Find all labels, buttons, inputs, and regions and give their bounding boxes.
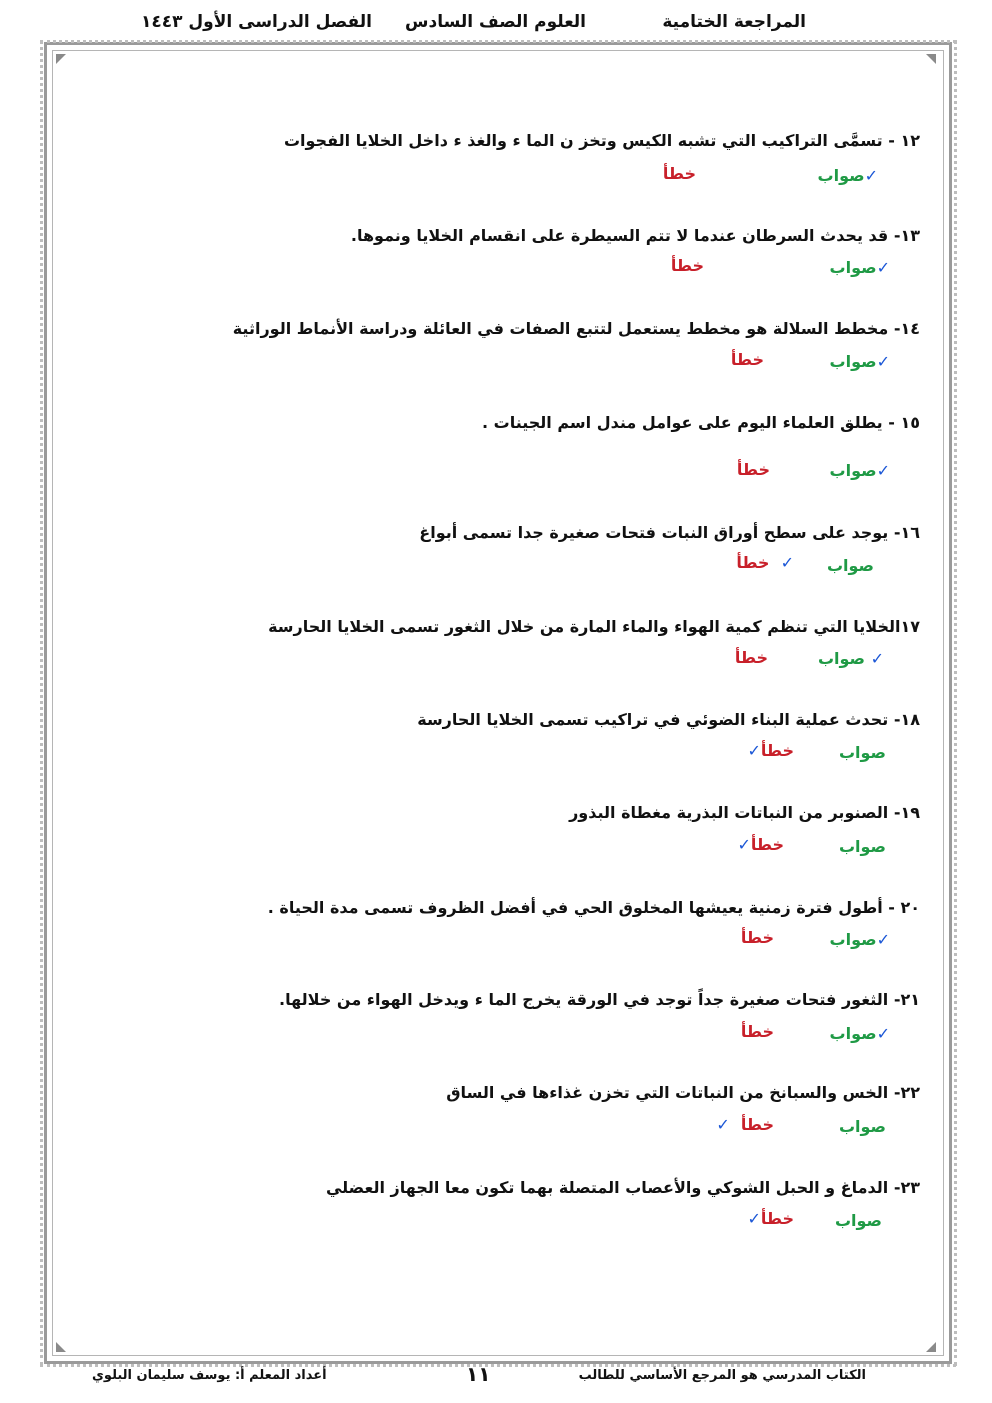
answer-correct-21[interactable] [830, 1024, 890, 1043]
answer-wrong-20[interactable]: خطأ [740, 928, 774, 947]
answer-correct-19[interactable]: صواب [838, 837, 886, 856]
border-dots-left [40, 40, 43, 1366]
correct-label: صواب [817, 649, 866, 668]
question-18: ١٨- تحدث عملية البناء الضوئي في تراكيب تسمى الخلايا الحارسة [417, 710, 920, 729]
correct-label: صواب [829, 461, 877, 480]
page-header [0, 10, 992, 40]
answer-wrong-14[interactable]: خطأ [730, 350, 764, 369]
answer-correct-13[interactable] [830, 258, 890, 277]
answer-correct-16[interactable]: صواب [826, 556, 874, 575]
check-icon: ✓ [780, 553, 794, 572]
check-icon: ✓ [737, 835, 751, 854]
answer-correct-22[interactable]: صواب [838, 1117, 886, 1136]
check-icon: ✓ [876, 1024, 890, 1043]
correct-label: صواب [829, 930, 877, 949]
corner-ornament-top-right [926, 54, 936, 64]
wrong-label: خطأ [740, 1115, 774, 1134]
corner-ornament-bottom-left [56, 1342, 66, 1352]
border-dots-bottom [40, 1364, 956, 1367]
answer-wrong-21[interactable]: خطأ [740, 1022, 774, 1041]
question-19: ١٩- الصنوبر من النباتات البذرية مغطاة البذور [569, 803, 920, 822]
header-review-title: المراجعة الختامية [662, 12, 806, 32]
question-12: ١٢ - تسمَّى التراكيب التي تشبه الكيس وتخز ن الما ء والغذ ء داخل الخلايا الفجوات [283, 131, 920, 150]
check-icon: ✓ [876, 930, 890, 949]
check-icon: ✓ [870, 649, 884, 668]
correct-label: صواب [817, 166, 865, 185]
question-23: ٢٣- الدماغ و الحبل الشوكي والأعصاب المتصلة بهما تكون معا الجهاز العضلي [325, 1178, 920, 1197]
answer-correct-18[interactable]: صواب [838, 743, 886, 762]
page-border-inner [52, 50, 944, 1356]
answer-correct-14[interactable] [830, 352, 890, 371]
answer-wrong-18[interactable] [747, 741, 794, 760]
answer-correct-15[interactable] [830, 461, 890, 480]
border-dots-right [954, 40, 957, 1366]
page-number: ١١ [466, 1362, 491, 1386]
question-20: ٢٠ - أطول فترة زمنية يعيشها المخلوق الحي في أفضل الظروف تسمى مدة الحياة . [267, 898, 920, 917]
answer-correct-17[interactable] [818, 649, 884, 668]
check-icon: ✓ [876, 352, 890, 371]
check-icon: ✓ [864, 166, 878, 185]
answer-wrong-22[interactable] [716, 1115, 774, 1134]
answer-wrong-23[interactable] [747, 1209, 794, 1228]
border-dots-top [40, 40, 956, 43]
wrong-label: خطأ [750, 835, 784, 854]
answer-correct-20[interactable] [830, 930, 890, 949]
corner-ornament-top-left [56, 54, 66, 64]
question-22: ٢٢- الخس والسبانخ من النباتات التي تخزن غذاءها في الساق [446, 1083, 920, 1102]
answer-wrong-17[interactable]: خطأ [734, 648, 768, 667]
answer-wrong-19[interactable] [737, 835, 784, 854]
question-15: ١٥ - يطلق العلماء اليوم على عوامل مندل اسم الجينات . [481, 413, 920, 432]
check-icon: ✓ [876, 461, 890, 480]
check-icon: ✓ [747, 741, 761, 760]
question-16: ١٦- يوجد على سطح أوراق النبات فتحات صغيرة جدا تسمى أبواغ [419, 523, 920, 542]
answer-wrong-13[interactable]: خطأ [670, 256, 704, 275]
wrong-label: خطأ [760, 1209, 794, 1228]
header-semester: الفصل الدراسى الأول ١٤٤٣ [140, 12, 372, 32]
answer-wrong-15[interactable]: خطأ [736, 460, 770, 479]
wrong-label: خطأ [736, 553, 770, 572]
check-icon: ✓ [876, 258, 890, 277]
wrong-label: خطأ [760, 741, 794, 760]
question-13: ١٣- قد يحدث السرطان عندما لا تتم السيطرة على انقسام الخلايا ونموها. [350, 226, 920, 245]
footer-teacher-credit: أعداد المعلم أ: يوسف سليمان البلوي [92, 1368, 327, 1383]
answer-wrong-16[interactable] [736, 553, 794, 572]
answer-wrong-12[interactable]: خطأ [662, 164, 696, 183]
question-17: ١٧الخلايا التي تنظم كمية الهواء والماء المارة من خلال الثغور تسمى الخلايا الحارسة [268, 617, 920, 636]
corner-ornament-bottom-right [926, 1342, 936, 1352]
answer-correct-12[interactable] [818, 166, 878, 185]
correct-label: صواب [829, 258, 877, 277]
correct-label: صواب [829, 1024, 877, 1043]
footer-textbook-note: الكتاب المدرسي هو المرجع الأساسي للطالب [578, 1368, 866, 1383]
correct-label: صواب [829, 352, 877, 371]
question-14: ١٤- مخطط السلالة هو مخطط يستعمل لتتبع الصفات في العائلة ودراسة الأنماط الوراثية [232, 319, 920, 338]
check-icon: ✓ [716, 1115, 730, 1134]
check-icon: ✓ [747, 1209, 761, 1228]
answer-correct-23[interactable]: صواب [834, 1211, 882, 1230]
header-subject: العلوم الصف السادس [405, 12, 586, 32]
question-21: ٢١- الثغور فتحات صغيرة جداً توجد في الورقة يخرج الما ء ويدخل الهواء من خلالها. [279, 990, 920, 1009]
